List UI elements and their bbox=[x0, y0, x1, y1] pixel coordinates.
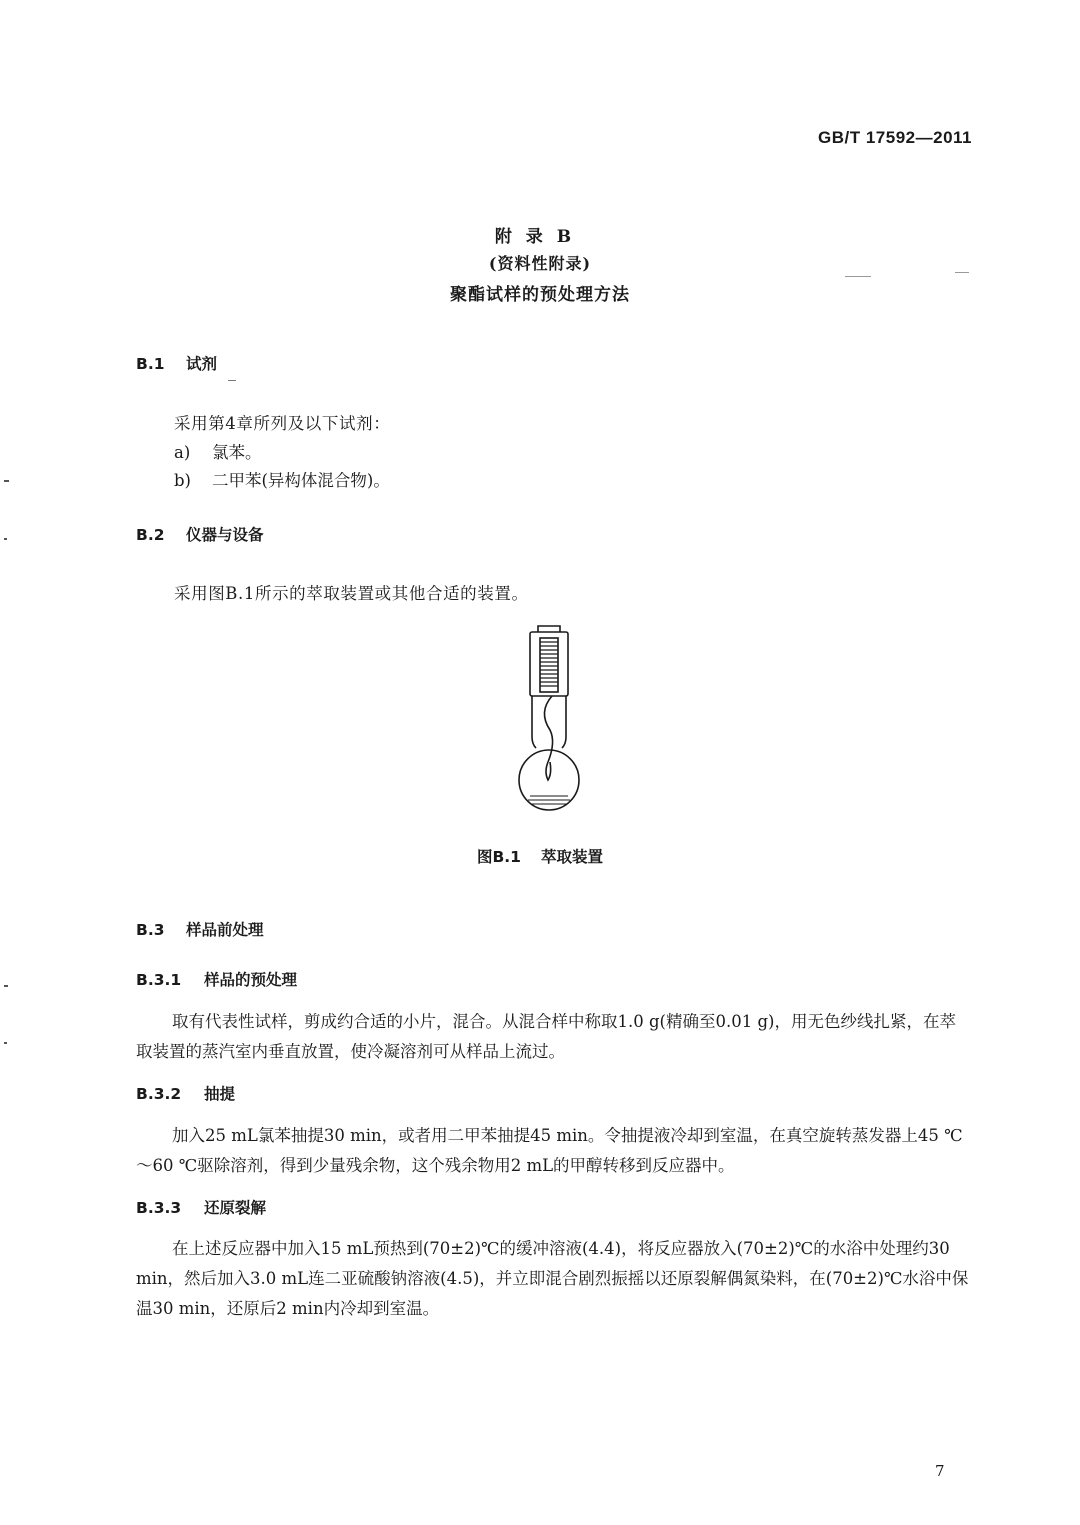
section-title: 样品的预处理 bbox=[204, 971, 298, 989]
paragraph-text: 在上述反应器中加入15 mL预热到(70±2)℃的缓冲溶液(4.4)，将反应器放入(70±2)℃的水浴中处理约30 min，然后加入3.0 mL连二亚硫酸钠溶液(4.5)，并立即混合剧烈振摇以还原裂解偶氮染料，在(70±2)℃水浴中保温30 min，还原后2 min内冷却到室温。 bbox=[136, 1239, 969, 1318]
list-item bbox=[174, 439, 262, 463]
section-number: B.3 bbox=[136, 921, 165, 939]
paragraph-text: 加入25 mL氯苯抽提30 min，或者用二甲苯抽提45 min。令抽提液冷却到室温，在真空旋转蒸发器上45 ℃～60 ℃驱除溶剂，得到少量残余物，这个残余物用2 mL的甲醇转移到反应器中。 bbox=[136, 1126, 963, 1175]
standard-number: GB/T 17592—2011 bbox=[818, 128, 972, 147]
section-number: B.3.2 bbox=[136, 1085, 182, 1103]
section-number: B.1 bbox=[136, 355, 165, 373]
appendix-title: 附录B bbox=[494, 227, 586, 247]
section-heading-b1 bbox=[136, 352, 217, 374]
section-title: 试剂 bbox=[186, 355, 218, 373]
section-heading-b2 bbox=[136, 523, 264, 545]
section-number: B.3.1 bbox=[136, 971, 182, 989]
b31-paragraph bbox=[136, 1007, 971, 1067]
appendix-name: 聚酯试样的预处理方法 bbox=[450, 285, 630, 305]
scan-speck bbox=[4, 1042, 7, 1044]
scan-speck bbox=[228, 380, 236, 381]
list-text: 氯苯。 bbox=[212, 443, 262, 462]
section-title: 抽提 bbox=[204, 1085, 236, 1103]
section-heading-b3 bbox=[136, 918, 264, 940]
scan-speck bbox=[955, 272, 969, 273]
section-heading-b33 bbox=[136, 1196, 266, 1218]
list-item bbox=[174, 467, 390, 491]
section-number: B.2 bbox=[136, 526, 165, 544]
figure-caption bbox=[0, 845, 1080, 867]
section-heading-b32 bbox=[136, 1082, 235, 1104]
page-number: 7 bbox=[935, 1462, 945, 1480]
section-title: 还原裂解 bbox=[204, 1199, 267, 1217]
section-title: 仪器与设备 bbox=[186, 526, 264, 544]
b1-intro: 采用第4章所列及以下试剂： bbox=[174, 414, 391, 433]
paragraph-text: 取有代表性试样，剪成约合适的小片，混合。从混合样中称取1.0 g(精确至0.01 g)，用无色纱线扎紧，在萃取装置的蒸汽室内垂直放置，使冷凝溶剂可从样品上流过。 bbox=[136, 1012, 956, 1061]
scan-speck bbox=[4, 985, 8, 987]
list-text: 二甲苯(异构体混合物)。 bbox=[212, 471, 390, 490]
list-marker: a) bbox=[174, 443, 191, 462]
extraction-apparatus-figure bbox=[508, 622, 588, 822]
section-heading-b31 bbox=[136, 968, 297, 990]
section-number: B.3.3 bbox=[136, 1199, 182, 1217]
scan-speck bbox=[4, 538, 7, 540]
b33-paragraph bbox=[136, 1234, 971, 1324]
scan-speck bbox=[4, 480, 9, 482]
b32-paragraph bbox=[136, 1121, 971, 1181]
scan-speck bbox=[845, 276, 871, 277]
figure-caption-text: 萃取装置 bbox=[540, 848, 603, 866]
figure-number: 图B.1 bbox=[476, 848, 521, 866]
section-title: 样品前处理 bbox=[186, 921, 264, 939]
list-marker: b) bbox=[174, 471, 191, 490]
b2-text: 采用图B.1所示的萃取装置或其他合适的装置。 bbox=[174, 584, 529, 603]
appendix-type: (资料性附录) bbox=[488, 254, 592, 273]
